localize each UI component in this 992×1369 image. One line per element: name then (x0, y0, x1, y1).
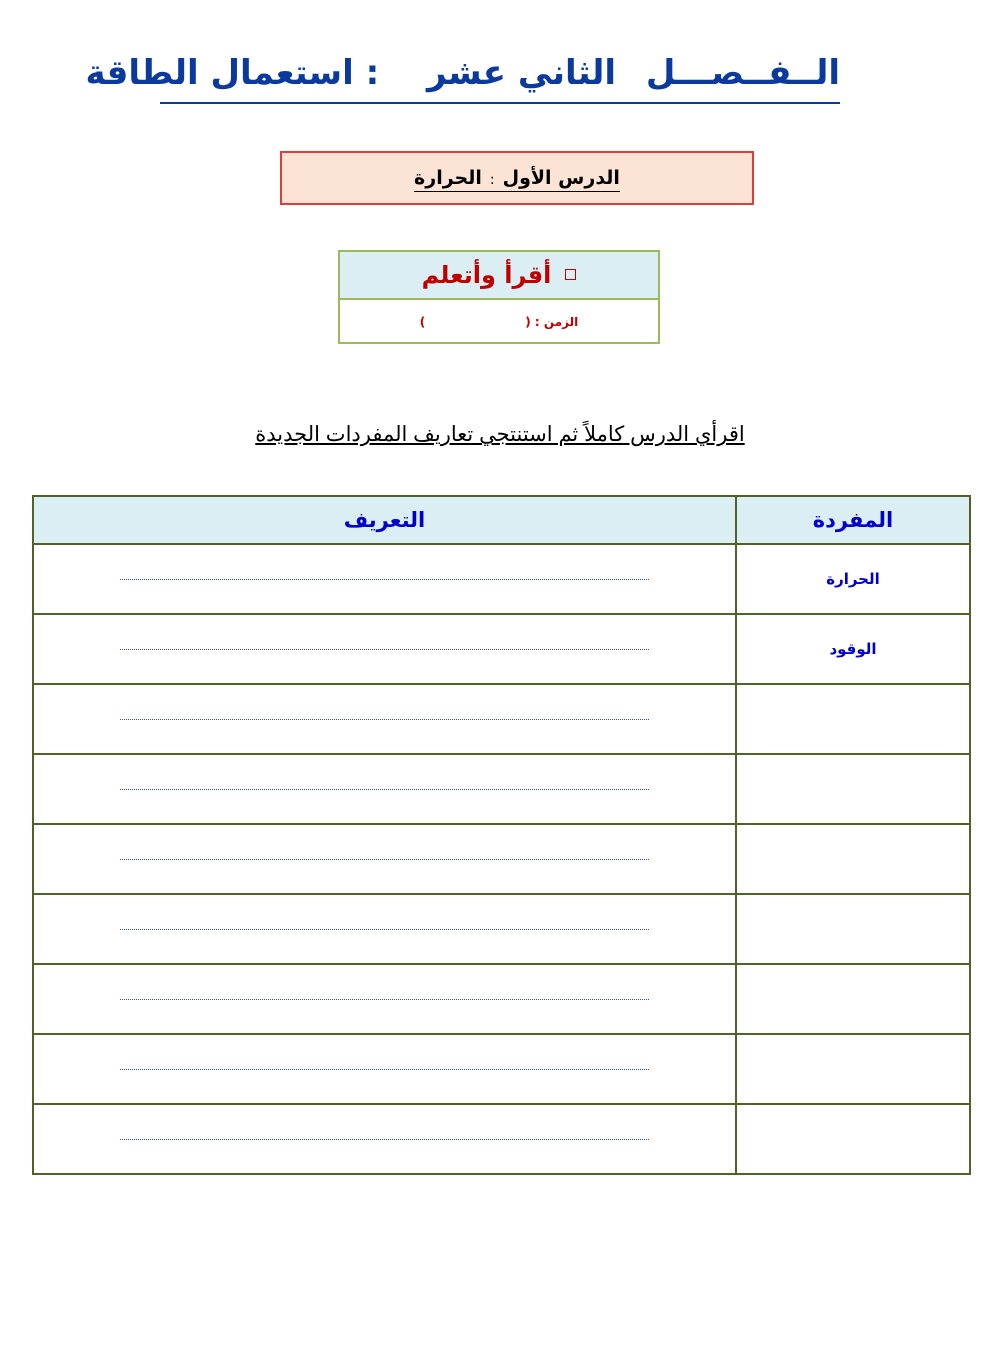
read-learn-box (338, 250, 660, 344)
definition-cell[interactable] (33, 614, 736, 684)
dotted-line (120, 1069, 649, 1070)
definition-cell[interactable] (33, 754, 736, 824)
instruction-text: اقرأي الدرس كاملاً ثم استنتجي تعاريف المفردات الجديدة (255, 423, 745, 446)
table-row (33, 894, 970, 964)
dotted-line (120, 719, 649, 720)
dotted-line (120, 579, 649, 580)
time-row (340, 300, 658, 344)
definition-cell[interactable] (33, 824, 736, 894)
chapter-colon: : (365, 53, 380, 93)
chapter-title (85, 48, 840, 104)
definition-cell[interactable] (33, 684, 736, 754)
dotted-line (120, 649, 649, 650)
table-row (33, 964, 970, 1034)
lesson-heading (414, 167, 620, 192)
term-cell[interactable] (736, 754, 970, 824)
dotted-line (120, 929, 649, 930)
term-cell[interactable] (736, 824, 970, 894)
table-row (33, 1104, 970, 1174)
read-learn-header (340, 252, 658, 300)
term-cell: الوقود (736, 614, 970, 684)
time-label: الزمن : (534, 315, 579, 329)
header-definition: التعريف (33, 496, 736, 544)
checkbox-icon (565, 269, 576, 280)
lesson-colon: : (489, 172, 495, 188)
lesson-label: الدرس الأول (502, 167, 620, 189)
definition-cell[interactable] (33, 1104, 736, 1174)
definition-cell[interactable] (33, 894, 736, 964)
instruction (200, 422, 800, 458)
term-cell[interactable] (736, 894, 970, 964)
chapter-topic: استعمال الطاقة (85, 53, 354, 93)
time-close-paren: ) (419, 315, 426, 329)
definition-cell[interactable] (33, 544, 736, 614)
term-cell[interactable] (736, 1104, 970, 1174)
table-row (33, 1034, 970, 1104)
read-learn-title: أقرأ وأتعلم (421, 261, 552, 289)
dotted-line (120, 1139, 649, 1140)
table-row (33, 754, 970, 824)
vocabulary-table (32, 495, 971, 1175)
header-term: المفردة (736, 496, 970, 544)
lesson-box (280, 151, 754, 205)
dotted-line (120, 999, 649, 1000)
table-row (33, 544, 970, 614)
table-row (33, 824, 970, 894)
table-row (33, 684, 970, 754)
term-cell[interactable] (736, 964, 970, 1034)
lesson-title: الحرارة (414, 167, 482, 189)
term-cell: الحرارة (736, 544, 970, 614)
definition-cell[interactable] (33, 964, 736, 1034)
time-open-paren: ( (525, 315, 531, 329)
term-cell[interactable] (736, 684, 970, 754)
dotted-line (120, 859, 649, 860)
chapter-number: الثاني عشر (427, 53, 617, 93)
table-header-row (33, 496, 970, 544)
table-row (33, 614, 970, 684)
chapter-label: الــفــصـــل (645, 53, 840, 93)
term-cell[interactable] (736, 1034, 970, 1104)
dotted-line (120, 789, 649, 790)
definition-cell[interactable] (33, 1034, 736, 1104)
